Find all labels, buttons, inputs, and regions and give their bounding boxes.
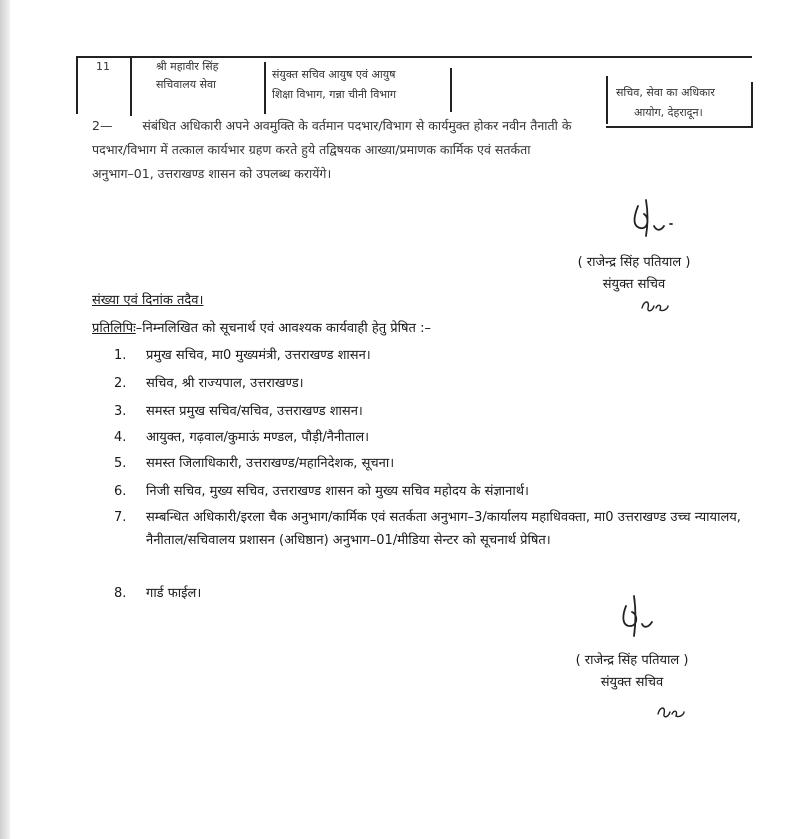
list-item-text: सचिव, श्री राज्यपाल, उत्तराखण्ड। [146,376,304,391]
paragraph-number: 2— [92,118,113,133]
copy-to-label: प्रतिलिपिः [92,321,136,336]
signature-scribble-icon [614,592,664,640]
officer-name: श्री महावीर सिंह [156,60,219,73]
signature-scribble-icon [624,196,684,242]
list-item-number: 6. [114,484,127,499]
list-item-text: सम्बन्धित अधिकारी/इरला चैक अनुभाग/कार्मिक एवं सतर्कता अनुभाग–3/कार्यालय महाधिवक्ता, मा0 उत्तराखण्ड उच्च न्यायालय, नैनीताल/सचिवालय प्रशासन (अधिष्ठान) अनुभाग–01/मीडिया सेन्टर को सूचनार्थ प्रेषित। [146,510,741,548]
list-item-text: प्रमुख सचिव, मा0 मुख्यमंत्री, उत्तराखण्ड शासन। [146,348,371,363]
copy-to-text: –निम्नलिखित को सूचनार्थ एवं आवश्यक कार्यवाही हेतु प्रेषित :– [135,321,431,336]
table-col-divider [130,56,132,116]
reference-number-line: संख्या एवं दिनांक तदैव। [92,293,204,308]
signature-block-top [560,252,708,296]
list-item-text: समस्त प्रमुख सचिव/सचिव, उत्तराखण्ड शासन। [146,404,363,419]
list-item-text: आयुक्त, गढ़वाल/कुमाऊं मण्डल, पौड़ी/नैनीताल। [146,430,370,445]
initials-scribble-icon [638,296,672,316]
signatory-designation: संयुक्त सचिव [602,277,666,292]
signatory-designation: संयुक्त सचिव [600,675,664,690]
list-item-number: 8. [114,586,127,601]
current-post-line1: संयुक्त सचिव आयुष एवं आयुष [272,68,396,81]
signature-block-bottom [556,650,708,694]
list-item-text: गार्ड फाईल। [146,586,202,601]
initials-scribble-icon [654,700,688,722]
table-col-divider [264,62,266,114]
signatory-name: ( राजेन्द्र सिंह पतियाल ) [577,255,691,270]
copy-to-heading [92,318,431,336]
paragraph-line: अनुभाग–01, उत्तराखण्ड शासन को उपलब्ध करायेंगे। [92,166,332,181]
officer-service: सचिवालय सेवा [156,78,216,91]
list-item-number: 1. [114,348,127,363]
new-post-line1: सचिव, सेवा का अधिकार [616,86,715,99]
new-post-line2: आयोग, देहरादून। [634,106,703,119]
paragraph-line: संबंधित अधिकारी अपने अवमुक्ति के वर्तमान पदभार/विभाग से कार्यमुक्त होकर नवीन तैनाती के [142,118,572,133]
list-item-number: 7. [114,510,127,525]
list-item-number: 4. [114,430,127,445]
current-post-line2: शिक्षा विभाग, गन्ना चीनी विभाग [272,88,397,101]
table-col-divider [76,56,78,114]
paragraph-line: पदभार/विभाग में तत्काल कार्यभार ग्रहण करते हुये तद्विषयक आख्या/प्रमाणक कार्मिक एवं सतर्कता [92,142,531,157]
table-col-divider [450,68,452,112]
list-item-text: निजी सचिव, मुख्य सचिव, उत्तराखण्ड शासन को मुख्य सचिव महोदय के संज्ञानार्थ। [146,484,529,499]
list-item-text: समस्त जिलाधिकारी, उत्तराखण्ड/महानिदेशक, सूचना। [146,456,395,471]
list-item-number: 5. [114,456,127,471]
list-item-number: 2. [114,376,127,391]
serial-number: 11 [96,60,110,73]
signatory-name: ( राजेन्द्र सिंह पतियाल ) [575,653,689,668]
table-col-divider [751,82,753,128]
list-item-number: 3. [114,404,127,419]
paragraph-2 [92,114,742,186]
page-edge-shadow [0,0,10,839]
